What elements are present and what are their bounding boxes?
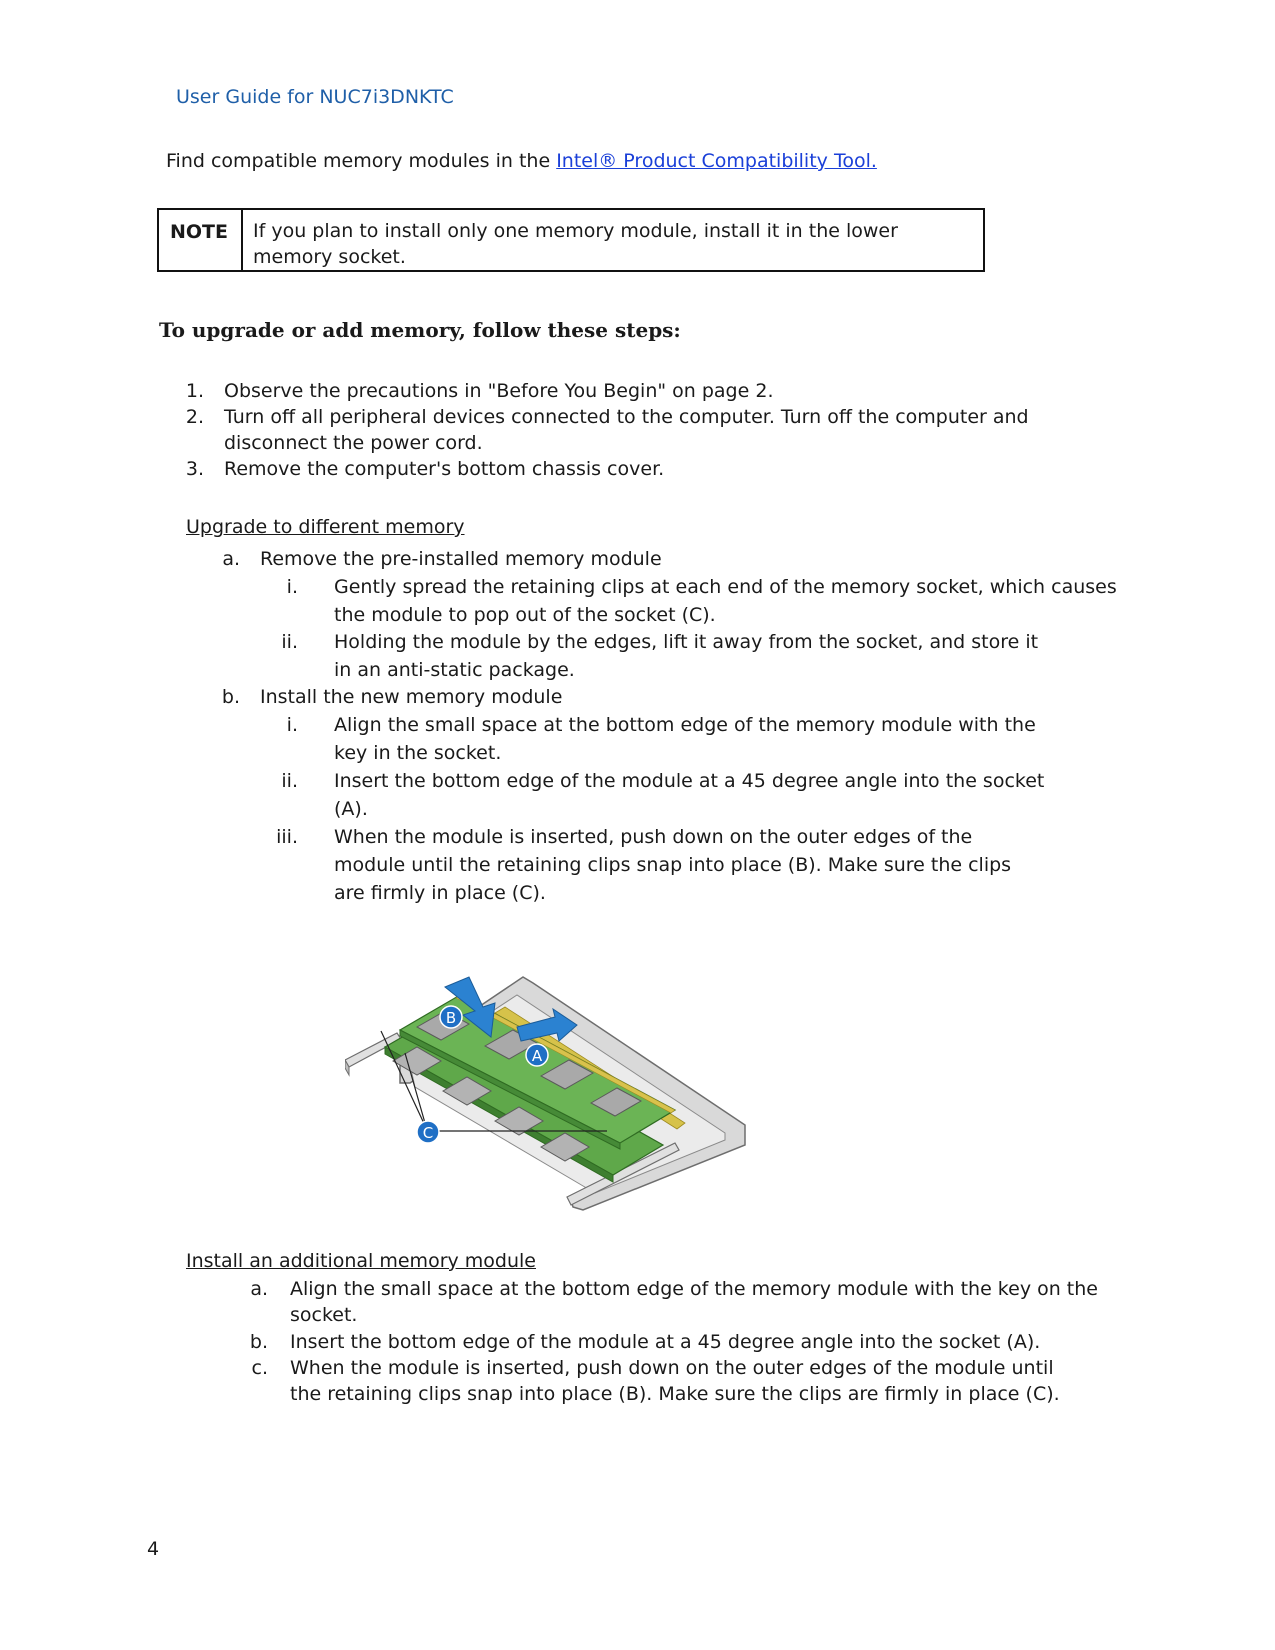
intro-text: Find compatible memory modules in the: [166, 150, 557, 172]
compatibility-tool-link[interactable]: Intel® Product Compatibility Tool.: [556, 150, 877, 172]
note-box: [157, 208, 985, 272]
note-text: If you plan to install only one memory module, install it in the lower memory socket.: [253, 220, 898, 268]
list-marker: a.: [222, 548, 240, 570]
list-marker: ii.: [281, 631, 298, 653]
list-marker: i.: [286, 576, 298, 598]
list-marker: i.: [286, 714, 298, 736]
list-text: in an anti-static package.: [334, 659, 575, 681]
list-text: Remove the computer's bottom chassis cover.: [224, 458, 665, 480]
page-number: 4: [147, 1538, 160, 1560]
callout-b-label: B: [445, 1009, 457, 1027]
upgrade-section-title: Upgrade to different memory: [186, 516, 465, 538]
callout-a: [526, 1044, 548, 1066]
list-marker: ii.: [281, 770, 298, 792]
memory-install-illustration: [345, 975, 775, 1230]
list-text: Install the new memory module: [260, 686, 563, 708]
callout-b: [440, 1006, 462, 1028]
list-text: Insert the bottom edge of the module at a 45 degree angle into the socket (A).: [290, 1331, 1041, 1353]
list-text: the module to pop out of the socket (C).: [334, 604, 716, 626]
list-marker: a.: [250, 1278, 268, 1300]
list-text: When the module is inserted, push down on the outer edges of the: [334, 826, 973, 848]
list-text: socket.: [290, 1304, 358, 1326]
list-marker: c.: [251, 1357, 268, 1379]
list-text: disconnect the power cord.: [224, 432, 483, 454]
list-text: Gently spread the retaining clips at each end of the memory socket, which causes: [334, 576, 1117, 598]
callout-c: [417, 1121, 439, 1143]
list-text: Insert the bottom edge of the module at a 45 degree angle into the socket: [334, 770, 1045, 792]
list-text: key in the socket.: [334, 742, 502, 764]
steps-heading: To upgrade or add memory, follow these steps:: [159, 318, 681, 342]
additional-section-title: Install an additional memory module: [186, 1250, 536, 1272]
list-text: Turn off all peripheral devices connected to the computer. Turn off the computer and: [224, 406, 1029, 428]
list-text: Holding the module by the edges, lift it away from the socket, and store it: [334, 631, 1039, 653]
list-text: Align the small space at the bottom edge of the memory module with the: [334, 714, 1036, 736]
list-marker: iii.: [276, 826, 298, 848]
list-marker: 1.: [185, 380, 204, 402]
list-marker: 2.: [185, 406, 204, 428]
list-marker: b.: [249, 1331, 268, 1353]
list-marker: 3.: [185, 458, 204, 480]
running-header: User Guide for NUC7i3DNKTC: [176, 86, 454, 108]
list-text: Remove the pre-installed memory module: [260, 548, 662, 570]
list-text: Align the small space at the bottom edge of the memory module with the key on the: [290, 1278, 1098, 1300]
list-text: When the module is inserted, push down on the outer edges of the module until: [290, 1357, 1054, 1379]
intro-paragraph: [166, 150, 877, 172]
list-text: the retaining clips snap into place (B). Make sure the clips are firmly in place (C).: [290, 1383, 1060, 1405]
list-marker: b.: [221, 686, 240, 708]
callout-a-label: A: [531, 1047, 543, 1065]
list-text: (A).: [334, 798, 368, 820]
list-text: are firmly in place (C).: [334, 882, 546, 904]
callout-c-label: C: [422, 1124, 434, 1142]
note-label: NOTE: [159, 210, 243, 270]
list-text: Observe the precautions in "Before You Begin" on page 2.: [224, 380, 774, 402]
list-text: module until the retaining clips snap into place (B). Make sure the clips: [334, 854, 1012, 876]
